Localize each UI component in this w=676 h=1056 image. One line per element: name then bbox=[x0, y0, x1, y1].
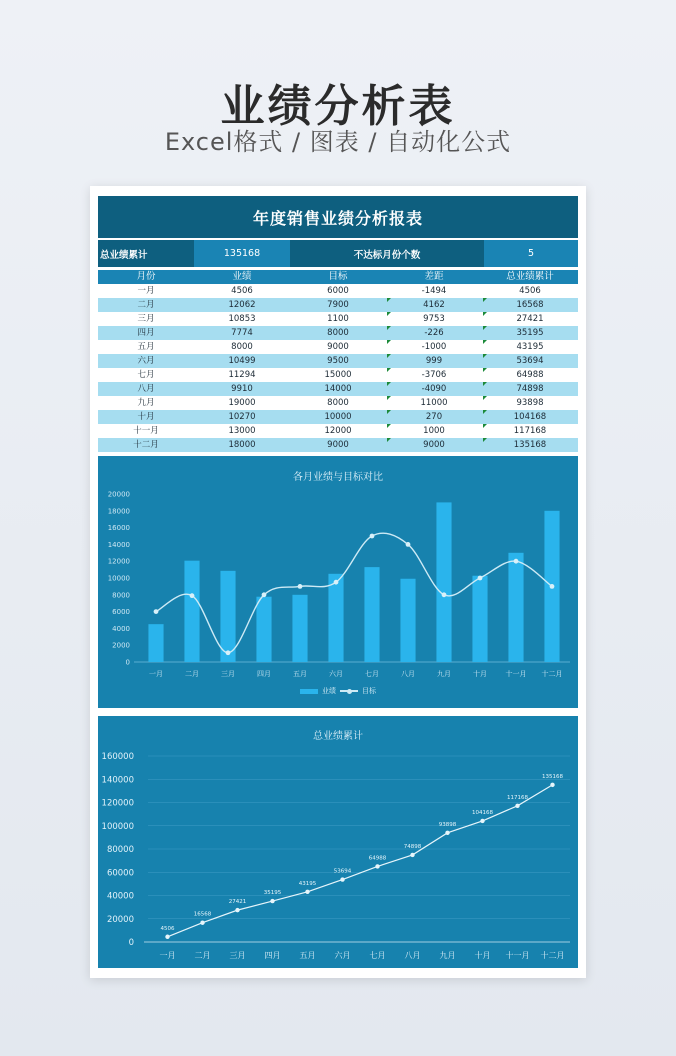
bar-sales bbox=[256, 597, 271, 662]
bar-sales bbox=[292, 595, 307, 662]
x-tick-label: 十二月 bbox=[540, 951, 565, 960]
cell-sales: 10853 bbox=[228, 314, 256, 324]
cumulative-point bbox=[375, 864, 379, 868]
table-row bbox=[98, 340, 578, 354]
cell-target: 14000 bbox=[324, 384, 352, 394]
data-label: 93898 bbox=[438, 821, 457, 828]
cell-sales: 13000 bbox=[228, 426, 256, 436]
cumulative-point bbox=[270, 899, 274, 903]
cumulative-point bbox=[340, 877, 344, 881]
x-tick-label: 一月 bbox=[159, 951, 176, 960]
cumulative-point bbox=[410, 853, 414, 857]
cell-month: 一月 bbox=[137, 286, 155, 296]
col-header-month: 月份 bbox=[136, 271, 156, 282]
x-tick-label: 三月 bbox=[221, 670, 235, 678]
cell-month: 六月 bbox=[137, 356, 155, 366]
y-tick-label: 4000 bbox=[112, 624, 130, 633]
y-tick-label: 80000 bbox=[106, 845, 134, 855]
target-point bbox=[406, 542, 411, 547]
cell-sales: 12062 bbox=[228, 300, 256, 310]
table-row bbox=[98, 312, 578, 326]
x-tick-label: 七月 bbox=[365, 670, 379, 678]
y-tick-label: 6000 bbox=[112, 608, 130, 617]
cell-cumulative: 93898 bbox=[482, 396, 578, 410]
cell-gap: -1000 bbox=[386, 340, 482, 354]
x-tick-label: 三月 bbox=[229, 951, 246, 960]
target-point bbox=[550, 584, 555, 589]
cell-gap: -1494 bbox=[421, 286, 447, 296]
x-tick-label: 九月 bbox=[439, 951, 456, 960]
bar-sales bbox=[364, 567, 379, 662]
cell-target: 10000 bbox=[324, 412, 352, 422]
cell-sales: 4506 bbox=[231, 286, 253, 296]
cumulative-point bbox=[305, 890, 309, 894]
data-label: 74898 bbox=[403, 843, 422, 850]
cell-target: 12000 bbox=[324, 426, 352, 436]
x-tick-label: 四月 bbox=[264, 951, 281, 960]
cell-target: 9000 bbox=[327, 440, 349, 450]
bar-sales bbox=[436, 502, 451, 662]
table-row bbox=[98, 410, 578, 424]
cell-month: 九月 bbox=[137, 398, 155, 408]
bar-sales bbox=[184, 561, 199, 662]
target-line bbox=[156, 533, 552, 653]
y-tick-label: 14000 bbox=[107, 540, 130, 549]
cell-month: 四月 bbox=[137, 328, 155, 338]
table-row bbox=[98, 284, 578, 298]
y-tick-label: 18000 bbox=[107, 507, 130, 516]
y-tick-label: 0 bbox=[125, 658, 130, 667]
chart-title: 各月业绩与目标对比 bbox=[293, 472, 383, 483]
table-row bbox=[98, 438, 578, 452]
y-tick-label: 120000 bbox=[101, 798, 134, 809]
cell-month: 八月 bbox=[137, 384, 155, 394]
target-point bbox=[190, 593, 195, 598]
x-tick-label: 八月 bbox=[404, 951, 421, 960]
cell-cumulative: 16568 bbox=[482, 298, 578, 312]
cumulative-chart bbox=[98, 716, 578, 968]
data-label: 135168 bbox=[542, 773, 563, 780]
target-point bbox=[442, 592, 447, 597]
legend-line-swatch bbox=[340, 690, 358, 692]
cell-target: 8000 bbox=[327, 398, 349, 408]
cumulative-point bbox=[445, 831, 449, 835]
x-tick-label: 十一月 bbox=[505, 670, 527, 678]
y-tick-label: 0 bbox=[128, 938, 134, 948]
target-point bbox=[262, 592, 267, 597]
cell-gap: -226 bbox=[386, 326, 482, 340]
y-tick-label: 2000 bbox=[112, 641, 130, 650]
legend-bar-swatch bbox=[300, 689, 318, 694]
cell-sales: 18000 bbox=[228, 440, 256, 450]
page-title: 业绩分析表 bbox=[220, 81, 456, 132]
bar-sales bbox=[472, 576, 487, 662]
cell-target: 9000 bbox=[327, 342, 349, 352]
x-tick-label: 十二月 bbox=[541, 670, 563, 678]
target-point bbox=[514, 559, 519, 564]
table-row bbox=[98, 382, 578, 396]
cell-target: 8000 bbox=[327, 328, 349, 338]
cell-cumulative: 35195 bbox=[482, 326, 578, 340]
report-title: 年度销售业绩分析报表 bbox=[98, 196, 578, 238]
col-header-cumulative: 总业绩累计 bbox=[506, 271, 554, 282]
cell-month: 三月 bbox=[137, 314, 155, 324]
x-tick-label: 二月 bbox=[185, 670, 199, 678]
y-tick-label: 60000 bbox=[106, 868, 134, 879]
cell-gap: 9000 bbox=[386, 438, 482, 452]
cumulative-line bbox=[168, 785, 553, 937]
y-tick-label: 20000 bbox=[107, 490, 130, 499]
cell-gap: 999 bbox=[386, 354, 482, 368]
target-point bbox=[478, 576, 483, 581]
cumulative-point bbox=[165, 935, 169, 939]
table-row bbox=[98, 424, 578, 438]
cell-target: 9500 bbox=[327, 356, 349, 366]
cell-sales: 7774 bbox=[231, 328, 253, 338]
page-subtitle: Excel格式 / 图表 / 自动化公式 bbox=[164, 128, 512, 156]
cell-month: 五月 bbox=[137, 342, 155, 352]
y-tick-label: 100000 bbox=[101, 821, 134, 832]
y-tick-label: 40000 bbox=[106, 891, 134, 902]
y-tick-label: 140000 bbox=[101, 775, 134, 786]
table-row bbox=[98, 396, 578, 410]
x-tick-label: 六月 bbox=[329, 670, 343, 678]
y-tick-label: 160000 bbox=[101, 752, 134, 762]
cell-cumulative: 74898 bbox=[482, 382, 578, 396]
data-label: 117168 bbox=[507, 794, 528, 801]
cell-gap: 1000 bbox=[386, 424, 482, 438]
chart-title: 总业绩累计 bbox=[313, 731, 363, 742]
x-tick-label: 六月 bbox=[334, 951, 351, 960]
x-tick-label: 七月 bbox=[369, 951, 386, 960]
x-tick-label: 九月 bbox=[437, 670, 451, 678]
cell-sales: 8000 bbox=[231, 342, 253, 352]
chart-legend bbox=[98, 686, 578, 696]
cell-target: 7900 bbox=[327, 300, 349, 310]
cumulative-point bbox=[200, 921, 204, 925]
cell-cumulative: 135168 bbox=[482, 438, 578, 452]
data-label: 53694 bbox=[333, 868, 352, 875]
cell-month: 十二月 bbox=[133, 440, 159, 450]
cell-sales: 11294 bbox=[228, 370, 256, 380]
cumulative-point bbox=[480, 819, 484, 823]
cumulative-point bbox=[515, 804, 519, 808]
total-value: 135168 bbox=[194, 240, 290, 267]
bar-sales bbox=[148, 624, 163, 662]
cell-sales: 10270 bbox=[228, 412, 256, 422]
data-label: 27421 bbox=[228, 899, 247, 906]
data-label: 43195 bbox=[298, 880, 317, 887]
table-row bbox=[98, 354, 578, 368]
spreadsheet-preview bbox=[90, 186, 586, 978]
unmet-label: 不达标月份个数 bbox=[290, 240, 484, 267]
cell-target: 15000 bbox=[324, 370, 352, 380]
target-point bbox=[298, 584, 303, 589]
data-label: 4506 bbox=[160, 925, 175, 932]
cell-gap: 11000 bbox=[386, 396, 482, 410]
cell-cumulative: 27421 bbox=[482, 312, 578, 326]
table-header bbox=[98, 270, 578, 284]
cell-cumulative: 53694 bbox=[482, 354, 578, 368]
x-tick-label: 四月 bbox=[257, 670, 271, 678]
cell-gap: 9753 bbox=[386, 312, 482, 326]
table-row bbox=[98, 326, 578, 340]
data-label: 104168 bbox=[472, 809, 493, 816]
cell-month: 十一月 bbox=[133, 426, 159, 436]
target-point bbox=[370, 534, 375, 539]
cell-gap: 270 bbox=[386, 410, 482, 424]
legend-label-sales: 业绩 bbox=[322, 687, 336, 695]
cell-sales: 19000 bbox=[228, 398, 256, 408]
x-tick-label: 二月 bbox=[194, 951, 211, 960]
legend-label-target: 目标 bbox=[362, 687, 376, 695]
x-tick-label: 十月 bbox=[474, 951, 491, 960]
cell-month: 二月 bbox=[137, 300, 155, 310]
cell-cumulative: 64988 bbox=[482, 368, 578, 382]
cell-gap: -4090 bbox=[386, 382, 482, 396]
monthly-comparison-chart bbox=[98, 456, 578, 708]
x-tick-label: 十月 bbox=[473, 670, 487, 678]
cell-month: 十月 bbox=[137, 412, 155, 422]
x-tick-label: 一月 bbox=[149, 670, 163, 678]
table-row bbox=[98, 368, 578, 382]
y-tick-label: 10000 bbox=[107, 574, 130, 583]
summary-bar bbox=[98, 240, 578, 267]
cumulative-chart-svg bbox=[98, 716, 578, 968]
target-point bbox=[334, 580, 339, 585]
col-header-target: 目标 bbox=[328, 271, 348, 282]
table-row bbox=[98, 298, 578, 312]
unmet-value: 5 bbox=[484, 240, 578, 267]
cell-cumulative: 43195 bbox=[482, 340, 578, 354]
comparison-chart-svg bbox=[98, 456, 578, 708]
col-header-sales: 业绩 bbox=[232, 271, 252, 282]
cell-cumulative: 4506 bbox=[519, 286, 541, 296]
cell-cumulative: 117168 bbox=[482, 424, 578, 438]
x-tick-label: 十一月 bbox=[505, 951, 530, 960]
data-label: 64988 bbox=[368, 855, 387, 862]
cell-sales: 10499 bbox=[228, 356, 256, 366]
cell-month: 七月 bbox=[137, 370, 155, 380]
target-point bbox=[226, 650, 231, 655]
cell-target: 1100 bbox=[327, 314, 349, 324]
cell-gap: -3706 bbox=[386, 368, 482, 382]
bar-sales bbox=[220, 571, 235, 662]
x-tick-label: 八月 bbox=[401, 670, 415, 678]
bar-sales bbox=[328, 574, 343, 662]
total-label: 总业绩累计 bbox=[98, 240, 194, 267]
data-table bbox=[98, 270, 578, 452]
cell-gap: 4162 bbox=[386, 298, 482, 312]
bar-sales bbox=[508, 553, 523, 662]
col-header-gap: 差距 bbox=[424, 271, 444, 282]
cell-target: 6000 bbox=[327, 286, 349, 296]
y-tick-label: 8000 bbox=[112, 591, 130, 600]
cell-cumulative: 104168 bbox=[482, 410, 578, 424]
data-label: 35195 bbox=[263, 890, 282, 897]
y-tick-label: 12000 bbox=[107, 557, 130, 566]
cell-sales: 9910 bbox=[231, 384, 253, 394]
y-tick-label: 20000 bbox=[106, 914, 134, 925]
cumulative-point bbox=[235, 908, 239, 912]
bar-sales bbox=[400, 579, 415, 662]
cumulative-point bbox=[550, 783, 554, 787]
x-tick-label: 五月 bbox=[299, 951, 316, 960]
target-point bbox=[154, 609, 159, 614]
y-tick-label: 16000 bbox=[107, 524, 130, 533]
x-tick-label: 五月 bbox=[293, 670, 307, 678]
data-label: 16568 bbox=[193, 911, 212, 918]
